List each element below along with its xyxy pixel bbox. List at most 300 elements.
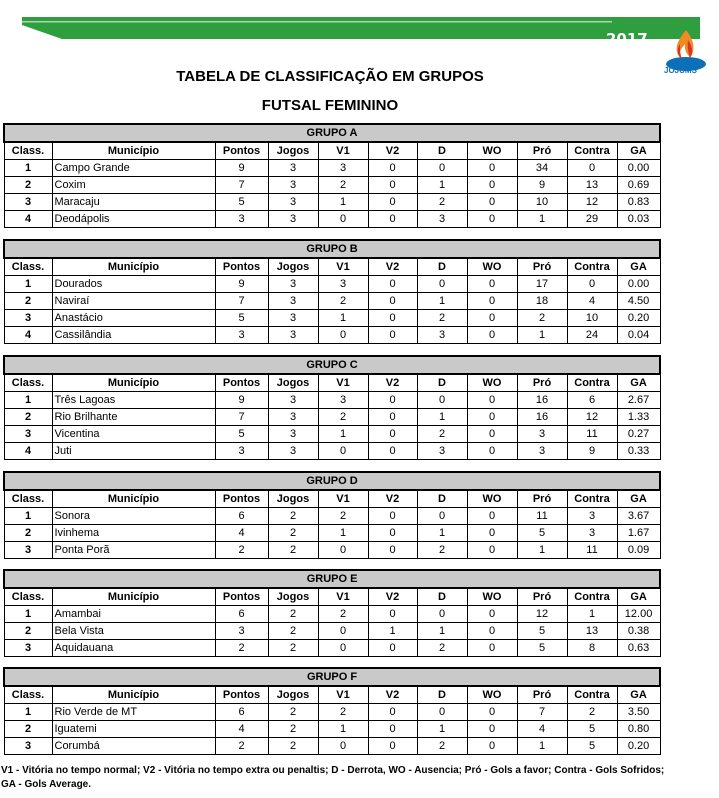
table-cell: 5 xyxy=(215,194,268,211)
table-cell: 5 xyxy=(517,640,567,657)
table-cell: 0 xyxy=(368,721,417,738)
table-cell: 4 xyxy=(4,211,52,228)
table-cell: 11 xyxy=(567,426,617,443)
column-header: Class. xyxy=(4,686,52,704)
table-row xyxy=(4,310,660,327)
table-cell: 3 xyxy=(417,327,467,344)
table-cell: 0 xyxy=(567,276,617,293)
municipality-cell: Corumbá xyxy=(52,738,215,755)
table-cell: 2 xyxy=(4,721,52,738)
table-cell: 1 xyxy=(417,623,467,640)
table-cell: 5 xyxy=(215,426,268,443)
column-header-row xyxy=(4,686,660,704)
municipality-cell: Campo Grande xyxy=(52,160,215,177)
table-row xyxy=(4,211,660,228)
table-cell: 0.03 xyxy=(617,211,660,228)
table-cell: 7 xyxy=(215,409,268,426)
table-cell: 1 xyxy=(4,508,52,525)
column-header: Jogos xyxy=(268,374,318,392)
table-cell: 2 xyxy=(318,177,368,194)
table-cell: 3 xyxy=(268,443,318,460)
table-cell: 12 xyxy=(567,409,617,426)
municipality-cell: Dourados xyxy=(52,276,215,293)
table-cell: 5 xyxy=(517,623,567,640)
municipality-cell: Iguatemi xyxy=(52,721,215,738)
table-cell: 0 xyxy=(467,640,517,657)
column-header: Class. xyxy=(4,588,52,606)
table-cell: 3 xyxy=(4,426,52,443)
table-row xyxy=(4,640,660,657)
table-cell: 2 xyxy=(215,542,268,559)
table-cell: 3 xyxy=(4,640,52,657)
table-cell: 1 xyxy=(567,606,617,623)
group-title: GRUPO D xyxy=(4,472,660,490)
table-cell: 1 xyxy=(318,525,368,542)
table-cell: 11 xyxy=(567,542,617,559)
table-cell: 8 xyxy=(567,640,617,657)
table-cell: 0 xyxy=(368,704,417,721)
table-cell: 1 xyxy=(417,177,467,194)
table-cell: 3.67 xyxy=(617,508,660,525)
table-cell: 1 xyxy=(4,160,52,177)
column-header: V2 xyxy=(368,258,417,276)
table-row xyxy=(4,721,660,738)
table-cell: 12 xyxy=(567,194,617,211)
column-header: Pró xyxy=(517,686,567,704)
table-cell: 1 xyxy=(517,211,567,228)
table-cell: 1 xyxy=(517,542,567,559)
table-cell: 0 xyxy=(467,704,517,721)
column-header: GA xyxy=(617,686,660,704)
table-cell: 3 xyxy=(268,276,318,293)
column-header: V1 xyxy=(318,588,368,606)
table-cell: 0 xyxy=(467,211,517,228)
table-cell: 2.67 xyxy=(617,392,660,409)
table-cell: 2 xyxy=(268,704,318,721)
table-row xyxy=(4,409,660,426)
logo-text: JOJUMS xyxy=(664,66,697,75)
table-cell: 0.00 xyxy=(617,276,660,293)
table-cell: 3 xyxy=(215,443,268,460)
column-header: Pontos xyxy=(215,588,268,606)
table-cell: 2 xyxy=(268,606,318,623)
table-cell: 3 xyxy=(268,194,318,211)
table-cell: 0.20 xyxy=(617,738,660,755)
column-header: V2 xyxy=(368,588,417,606)
table-cell: 2 xyxy=(567,704,617,721)
table-cell: 2 xyxy=(4,409,52,426)
column-header: Pró xyxy=(517,588,567,606)
table-cell: 3 xyxy=(517,426,567,443)
table-cell: 18 xyxy=(517,293,567,310)
municipality-cell: Anastácio xyxy=(52,310,215,327)
table-cell: 0 xyxy=(368,738,417,755)
table-cell: 3 xyxy=(268,409,318,426)
table-cell: 0.27 xyxy=(617,426,660,443)
table-cell: 1.67 xyxy=(617,525,660,542)
column-header: Contra xyxy=(567,490,617,508)
table-cell: 0 xyxy=(467,293,517,310)
table-cell: 5 xyxy=(517,525,567,542)
table-cell: 0 xyxy=(417,392,467,409)
column-header: Jogos xyxy=(268,258,318,276)
table-cell: 4.50 xyxy=(617,293,660,310)
column-header: Município xyxy=(52,686,215,704)
table-cell: 2 xyxy=(215,738,268,755)
table-cell: 0 xyxy=(417,160,467,177)
table-cell: 0 xyxy=(368,508,417,525)
column-header: Contra xyxy=(567,258,617,276)
table-cell: 0 xyxy=(467,623,517,640)
table-cell: 4 xyxy=(215,721,268,738)
column-header: V2 xyxy=(368,490,417,508)
table-cell: 13 xyxy=(567,623,617,640)
municipality-cell: Bela Vista xyxy=(52,623,215,640)
table-cell: 3 xyxy=(268,327,318,344)
table-cell: 2 xyxy=(417,640,467,657)
table-cell: 9 xyxy=(215,276,268,293)
table-cell: 2 xyxy=(417,194,467,211)
table-cell: 2 xyxy=(215,640,268,657)
column-header: Município xyxy=(52,374,215,392)
table-row xyxy=(4,525,660,542)
table-cell: 2 xyxy=(268,525,318,542)
table-cell: 2 xyxy=(318,606,368,623)
table-cell: 1 xyxy=(318,721,368,738)
table-row xyxy=(4,426,660,443)
column-header-row xyxy=(4,142,660,160)
table-cell: 1 xyxy=(318,194,368,211)
table-row xyxy=(4,293,660,310)
column-header: D xyxy=(417,258,467,276)
column-header: WO xyxy=(467,142,517,160)
table-cell: 0 xyxy=(467,525,517,542)
column-header: Pró xyxy=(517,142,567,160)
table-cell: 1 xyxy=(4,606,52,623)
table-cell: 1 xyxy=(4,392,52,409)
table-cell: 2 xyxy=(4,525,52,542)
table-cell: 1 xyxy=(318,426,368,443)
table-cell: 0.80 xyxy=(617,721,660,738)
table-cell: 3 xyxy=(268,392,318,409)
table-cell: 0 xyxy=(467,426,517,443)
table-cell: 0 xyxy=(567,160,617,177)
table-cell: 2 xyxy=(268,623,318,640)
table-cell: 1 xyxy=(417,721,467,738)
table-cell: 1.33 xyxy=(617,409,660,426)
municipality-cell: Vicentina xyxy=(52,426,215,443)
group-table xyxy=(3,667,661,755)
column-header: Pró xyxy=(517,490,567,508)
table-cell: 2 xyxy=(517,310,567,327)
table-cell: 0 xyxy=(467,542,517,559)
table-cell: 3 xyxy=(567,508,617,525)
table-cell: 2 xyxy=(318,293,368,310)
table-cell: 0.33 xyxy=(617,443,660,460)
column-header: V1 xyxy=(318,142,368,160)
table-cell: 6 xyxy=(215,508,268,525)
table-cell: 0 xyxy=(368,426,417,443)
table-cell: 0 xyxy=(318,738,368,755)
table-cell: 3 xyxy=(215,211,268,228)
column-header: GA xyxy=(617,490,660,508)
column-header: V2 xyxy=(368,142,417,160)
column-header: Pontos xyxy=(215,686,268,704)
table-cell: 0 xyxy=(368,211,417,228)
page-title: TABELA DE CLASSIFICAÇÃO EM GRUPOS xyxy=(176,68,484,85)
group-table xyxy=(3,355,661,460)
table-cell: 0 xyxy=(318,327,368,344)
column-header: Município xyxy=(52,588,215,606)
column-header: WO xyxy=(467,588,517,606)
table-cell: 0 xyxy=(467,327,517,344)
table-cell: 1 xyxy=(417,293,467,310)
column-header-row xyxy=(4,258,660,276)
municipality-cell: Ivinhema xyxy=(52,525,215,542)
column-header: Contra xyxy=(567,374,617,392)
table-cell: 6 xyxy=(215,704,268,721)
table-cell: 3 xyxy=(215,623,268,640)
table-cell: 0 xyxy=(467,606,517,623)
table-cell: 1 xyxy=(4,704,52,721)
table-cell: 3 xyxy=(417,211,467,228)
table-cell: 0 xyxy=(467,276,517,293)
column-header: Pontos xyxy=(215,258,268,276)
table-cell: 0 xyxy=(467,508,517,525)
table-cell: 9 xyxy=(517,177,567,194)
table-cell: 0.63 xyxy=(617,640,660,657)
table-cell: 0.09 xyxy=(617,542,660,559)
table-cell: 0 xyxy=(318,211,368,228)
table-cell: 3 xyxy=(268,160,318,177)
table-cell: 3 xyxy=(4,542,52,559)
table-cell: 2 xyxy=(4,177,52,194)
table-cell: 5 xyxy=(567,738,617,755)
table-cell: 4 xyxy=(567,293,617,310)
column-header: D xyxy=(417,374,467,392)
column-header: Contra xyxy=(567,588,617,606)
column-header: WO xyxy=(467,258,517,276)
table-cell: 0 xyxy=(467,177,517,194)
column-header: Jogos xyxy=(268,588,318,606)
table-cell: 0.83 xyxy=(617,194,660,211)
table-cell: 7 xyxy=(517,704,567,721)
table-cell: 0 xyxy=(368,392,417,409)
column-header: D xyxy=(417,686,467,704)
table-cell: 0.04 xyxy=(617,327,660,344)
column-header: WO xyxy=(467,490,517,508)
table-cell: 0 xyxy=(368,443,417,460)
column-header: Contra xyxy=(567,686,617,704)
column-header: Class. xyxy=(4,142,52,160)
table-cell: 3 xyxy=(268,211,318,228)
table-cell: 3 xyxy=(417,443,467,460)
table-cell: 1 xyxy=(517,738,567,755)
municipality-cell: Sonora xyxy=(52,508,215,525)
table-cell: 0 xyxy=(467,310,517,327)
table-cell: 13 xyxy=(567,177,617,194)
table-cell: 4 xyxy=(4,327,52,344)
column-header: V1 xyxy=(318,686,368,704)
group-title: GRUPO F xyxy=(4,668,660,686)
table-row xyxy=(4,623,660,640)
table-cell: 2 xyxy=(417,542,467,559)
municipality-cell: Deodápolis xyxy=(52,211,215,228)
table-cell: 3 xyxy=(318,392,368,409)
column-header: V1 xyxy=(318,490,368,508)
table-cell: 4 xyxy=(215,525,268,542)
table-cell: 0 xyxy=(467,443,517,460)
column-header: Class. xyxy=(4,258,52,276)
table-cell: 0.00 xyxy=(617,160,660,177)
table-cell: 16 xyxy=(517,392,567,409)
group-table xyxy=(3,239,661,344)
table-cell: 0 xyxy=(368,640,417,657)
table-row xyxy=(4,160,660,177)
column-header: Pró xyxy=(517,258,567,276)
column-header: V2 xyxy=(368,374,417,392)
column-header: Contra xyxy=(567,142,617,160)
group-title: GRUPO B xyxy=(4,240,660,258)
column-header: Jogos xyxy=(268,490,318,508)
table-cell: 0 xyxy=(368,177,417,194)
table-cell: 3.50 xyxy=(617,704,660,721)
column-header-row xyxy=(4,490,660,508)
table-cell: 34 xyxy=(517,160,567,177)
column-header: V2 xyxy=(368,686,417,704)
municipality-cell: Três Lagoas xyxy=(52,392,215,409)
table-cell: 3 xyxy=(268,177,318,194)
table-cell: 7 xyxy=(215,177,268,194)
column-header: Pró xyxy=(517,374,567,392)
column-header: WO xyxy=(467,686,517,704)
table-cell: 2 xyxy=(318,704,368,721)
municipality-cell: Ponta Porã xyxy=(52,542,215,559)
column-header: Jogos xyxy=(268,686,318,704)
year-label: 2017 xyxy=(606,30,648,48)
table-cell: 2 xyxy=(417,310,467,327)
table-cell: 4 xyxy=(4,443,52,460)
column-header: Município xyxy=(52,258,215,276)
table-cell: 2 xyxy=(268,542,318,559)
table-cell: 0 xyxy=(417,508,467,525)
table-cell: 24 xyxy=(567,327,617,344)
table-row xyxy=(4,392,660,409)
table-cell: 3 xyxy=(4,310,52,327)
municipality-cell: Cassilândia xyxy=(52,327,215,344)
column-header: V1 xyxy=(318,374,368,392)
table-cell: 0 xyxy=(467,721,517,738)
table-cell: 1 xyxy=(4,276,52,293)
table-cell: 5 xyxy=(567,721,617,738)
table-cell: 3 xyxy=(4,194,52,211)
table-cell: 0 xyxy=(318,443,368,460)
table-cell: 0 xyxy=(368,194,417,211)
table-cell: 0 xyxy=(368,409,417,426)
table-cell: 1 xyxy=(417,409,467,426)
table-cell: 2 xyxy=(417,738,467,755)
municipality-cell: Rio Verde de MT xyxy=(52,704,215,721)
table-row xyxy=(4,704,660,721)
table-cell: 10 xyxy=(517,194,567,211)
municipality-cell: Maracaju xyxy=(52,194,215,211)
table-cell: 2 xyxy=(268,508,318,525)
group-title: GRUPO C xyxy=(4,356,660,374)
column-header: GA xyxy=(617,142,660,160)
column-header-row xyxy=(4,588,660,606)
table-row xyxy=(4,738,660,755)
table-cell: 0 xyxy=(368,293,417,310)
group-title: GRUPO E xyxy=(4,570,660,588)
table-cell: 0 xyxy=(467,409,517,426)
column-header-row xyxy=(4,374,660,392)
table-cell: 0 xyxy=(467,194,517,211)
table-cell: 0 xyxy=(368,542,417,559)
column-header: Município xyxy=(52,490,215,508)
column-header: Class. xyxy=(4,490,52,508)
table-cell: 6 xyxy=(215,606,268,623)
table-row xyxy=(4,194,660,211)
table-cell: 0 xyxy=(467,392,517,409)
group-table xyxy=(3,123,661,228)
table-cell: 0 xyxy=(368,525,417,542)
table-cell: 0 xyxy=(318,542,368,559)
table-cell: 1 xyxy=(368,623,417,640)
column-header: D xyxy=(417,588,467,606)
column-header: D xyxy=(417,490,467,508)
table-cell: 2 xyxy=(417,426,467,443)
table-cell: 0.20 xyxy=(617,310,660,327)
table-cell: 0 xyxy=(318,640,368,657)
table-cell: 0 xyxy=(368,276,417,293)
group-table xyxy=(3,471,661,559)
table-cell: 3 xyxy=(268,293,318,310)
table-cell: 1 xyxy=(318,310,368,327)
municipality-cell: Coxim xyxy=(52,177,215,194)
table-row xyxy=(4,177,660,194)
group-title: GRUPO A xyxy=(4,124,660,142)
legend-line-1: V1 - Vitória no tempo normal; V2 - Vitória no tempo extra ou penaltis; D - Derrota, WO - Ausencia; Pró - Gols a favor; Contra - Gols Sofridos; xyxy=(1,765,665,776)
table-cell: 0 xyxy=(467,738,517,755)
column-header: WO xyxy=(467,374,517,392)
table-cell: 4 xyxy=(517,721,567,738)
table-cell: 0 xyxy=(368,606,417,623)
table-cell: 9 xyxy=(567,443,617,460)
table-cell: 0.38 xyxy=(617,623,660,640)
table-cell: 10 xyxy=(567,310,617,327)
table-cell: 0 xyxy=(368,327,417,344)
table-cell: 9 xyxy=(215,392,268,409)
column-header: V1 xyxy=(318,258,368,276)
table-cell: 3 xyxy=(517,443,567,460)
group-table xyxy=(3,569,661,657)
municipality-cell: Naviraí xyxy=(52,293,215,310)
table-cell: 0.69 xyxy=(617,177,660,194)
table-cell: 3 xyxy=(268,310,318,327)
table-cell: 0 xyxy=(368,310,417,327)
table-row xyxy=(4,508,660,525)
table-cell: 1 xyxy=(417,525,467,542)
table-cell: 0 xyxy=(417,606,467,623)
table-cell: 12 xyxy=(517,606,567,623)
municipality-cell: Juti xyxy=(52,443,215,460)
table-cell: 0 xyxy=(368,160,417,177)
table-cell: 16 xyxy=(517,409,567,426)
table-cell: 2 xyxy=(318,409,368,426)
table-cell: 9 xyxy=(215,160,268,177)
table-cell: 11 xyxy=(517,508,567,525)
table-cell: 2 xyxy=(318,508,368,525)
